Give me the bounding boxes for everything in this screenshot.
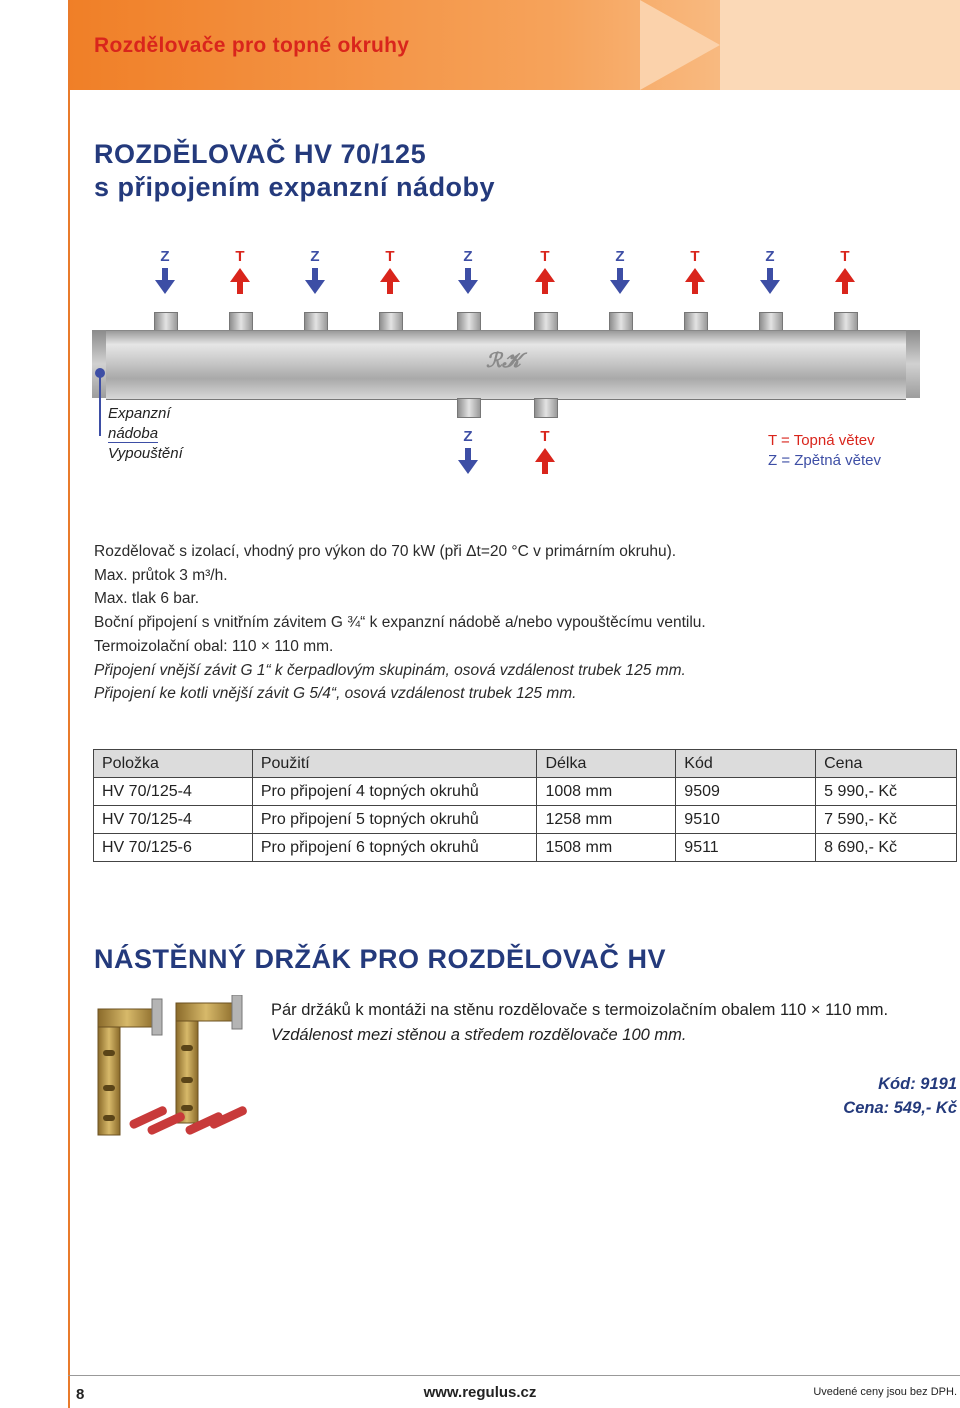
return-arrow-5: Z	[760, 248, 780, 294]
bracket-right	[176, 995, 242, 1123]
top-connection	[534, 312, 558, 332]
diagram-legend	[768, 431, 881, 471]
header-price: Cena	[816, 750, 957, 778]
boiler-connection	[457, 398, 481, 418]
footer-url-link[interactable]: www.regulus.cz	[423, 1384, 537, 1401]
top-connection	[834, 312, 858, 332]
top-connection	[304, 312, 328, 332]
cell-item: HV 70/125-6	[94, 834, 253, 862]
product-table	[93, 749, 957, 862]
footer-note: Uvedené ceny jsou bez DPH.	[813, 1386, 957, 1398]
manifold-diagram	[0, 0, 960, 500]
boiler-supply-arrow: T	[535, 428, 555, 474]
product-title-line1: ROZDĚLOVAČ HV 70/125	[94, 139, 427, 169]
header-code: Kód	[676, 750, 816, 778]
header-usage: Použití	[252, 750, 537, 778]
cell-price: 7 590,- Kč	[816, 806, 957, 834]
bracket-text-line1: Pár držáků k montáži na stěnu rozdělovače s termoizolačním obalem 110 × 110 mm.	[271, 1001, 889, 1019]
cell-length: 1258 mm	[537, 806, 676, 834]
header-item: Položka	[94, 750, 253, 778]
legend-return: Z = Zpětná větev	[768, 452, 881, 469]
return-arrow-2: Z	[305, 248, 325, 294]
footer-divider	[68, 1375, 960, 1376]
top-connection	[609, 312, 633, 332]
table-row	[94, 806, 957, 834]
supply-arrow-2: T	[380, 248, 400, 294]
cell-price: 5 990,- Kč	[816, 778, 957, 806]
supply-arrow-4: T	[685, 248, 705, 294]
page-number: 8	[76, 1386, 85, 1403]
bracket-text-line2: Vzdálenost mezi stěnou a středem rozdělovače 100 mm.	[271, 1026, 687, 1044]
bracket-title: NÁSTĚNNÝ DRŽÁK PRO ROZDĚLOVAČ HV	[94, 944, 667, 974]
desc-line: Termoizolační obal: 110 × 110 mm.	[94, 637, 334, 655]
expansion-leader-line	[99, 376, 101, 436]
desc-line: Připojení ke kotli vnější závit G 5/4“, osová vzdálenost trubek 125 mm.	[94, 685, 577, 703]
desc-line: Max. průtok 3 m³/h.	[94, 566, 228, 584]
cell-code: 9509	[676, 778, 816, 806]
bracket-description	[271, 998, 888, 1048]
product-title-line2: s připojením expanzní nádoby	[94, 172, 496, 202]
desc-line: Max. tlak 6 bar.	[94, 590, 200, 608]
table-header-row	[94, 750, 957, 778]
cell-item: HV 70/125-4	[94, 778, 253, 806]
supply-arrow-5: T	[835, 248, 855, 294]
top-connection	[154, 312, 178, 332]
cell-item: HV 70/125-4	[94, 806, 253, 834]
table-row	[94, 778, 957, 806]
wall-bracket-image	[88, 995, 264, 1145]
supply-arrow-1: T	[230, 248, 250, 294]
cell-usage: Pro připojení 5 topných okruhů	[252, 806, 537, 834]
header-length: Délka	[537, 750, 676, 778]
top-connection	[759, 312, 783, 332]
cell-price: 8 690,- Kč	[816, 834, 957, 862]
supply-arrow-3: T	[535, 248, 555, 294]
brand-logo: ℛ𝓚	[486, 350, 521, 372]
bracket-price-block	[700, 1072, 957, 1120]
table-row	[94, 834, 957, 862]
top-connection	[379, 312, 403, 332]
manifold-end-right	[906, 330, 920, 398]
return-arrow-3: Z	[458, 248, 478, 294]
boiler-return-arrow: Z	[458, 428, 478, 474]
cell-code: 9511	[676, 834, 816, 862]
return-arrow-1: Z	[155, 248, 175, 294]
desc-line: Připojení vnější závit G 1“ k čerpadlovým skupinám, osová vzdálenost trubek 125 mm.	[94, 661, 686, 679]
bracket-code: Kód: 9191	[878, 1075, 957, 1093]
top-connection	[457, 312, 481, 332]
top-connection	[229, 312, 253, 332]
expansion-label: Expanzní nádoba Vypouštění	[108, 405, 183, 462]
cell-code: 9510	[676, 806, 816, 834]
cell-length: 1508 mm	[537, 834, 676, 862]
section-header-title: Rozdělovače pro topné okruhy	[94, 34, 410, 57]
cell-length: 1008 mm	[537, 778, 676, 806]
desc-line: Rozdělovač s izolací, vhodný pro výkon do 70 kW (při Δt=20 °C v primárním okruhu).	[94, 543, 677, 560]
product-description	[94, 540, 706, 706]
legend-supply: T = Topná větev	[768, 432, 875, 449]
cell-usage: Pro připojení 6 topných okruhů	[252, 834, 537, 862]
desc-line: Boční připojení s vnitřním závitem G ¾“ k expanzní nádobě a/nebo vypouštěcímu ventilu.	[94, 614, 706, 632]
top-connection	[684, 312, 708, 332]
bracket-price: Cena: 549,- Kč	[843, 1099, 957, 1117]
return-arrow-4: Z	[610, 248, 630, 294]
cell-usage: Pro připojení 4 topných okruhů	[252, 778, 537, 806]
boiler-connection	[534, 398, 558, 418]
